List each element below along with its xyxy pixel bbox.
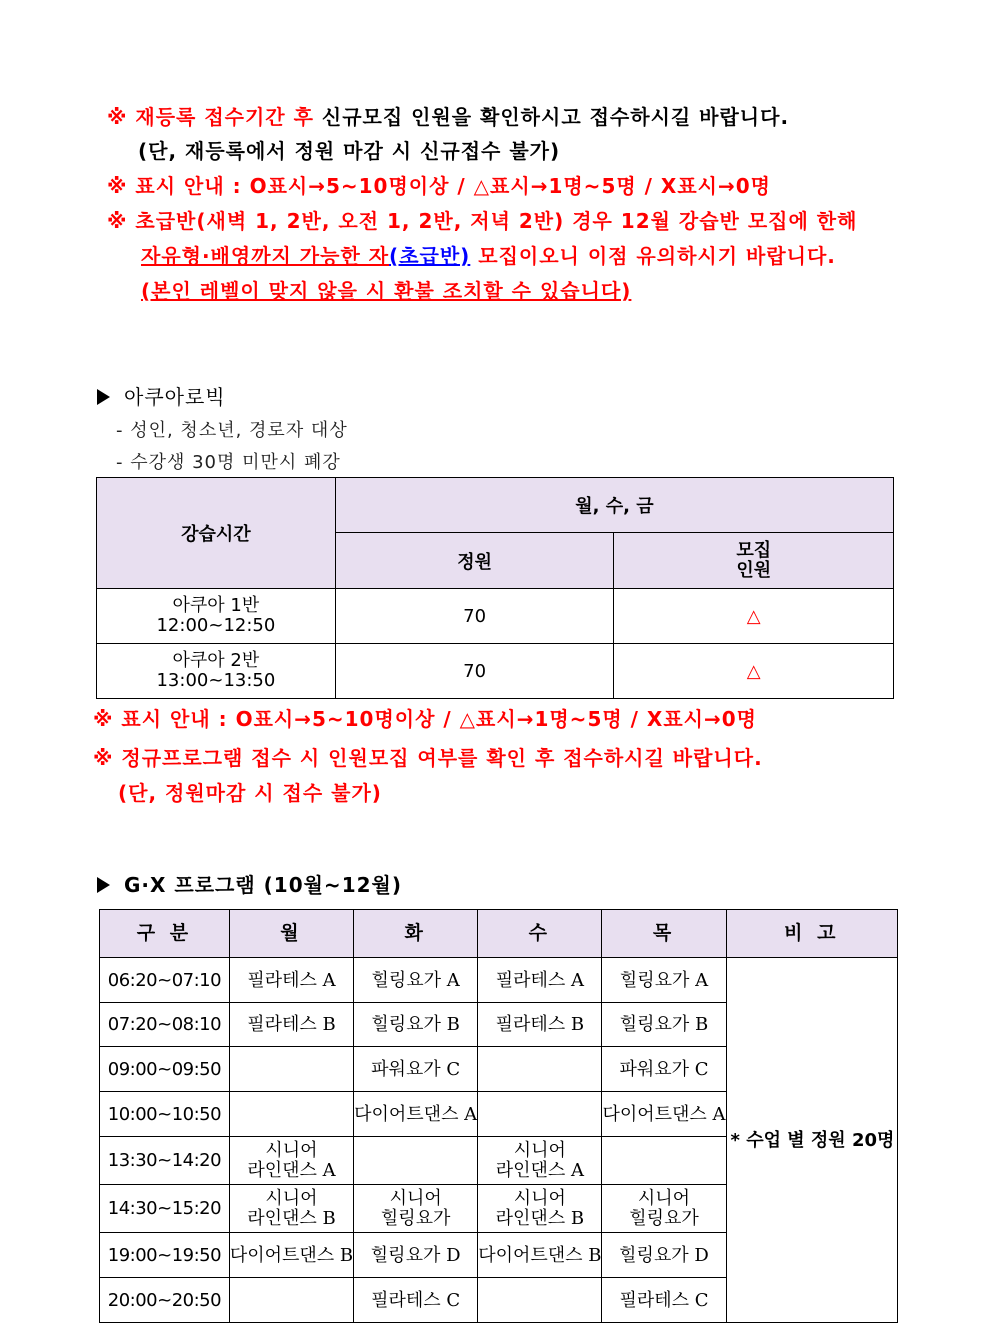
gx-header-mon: 월 — [229, 910, 353, 958]
gx-class-cell: 필라테스 C — [354, 1278, 478, 1323]
aqua-table — [96, 477, 894, 699]
gx-class-cell: 힐링요가 A — [602, 958, 726, 1003]
gx-class-cell: 필라테스 C — [602, 1278, 726, 1323]
gx-class-cell: 시니어 힐링요가 — [354, 1185, 478, 1233]
notice-line-1 — [107, 100, 789, 134]
gx-class-cell — [478, 1092, 602, 1137]
gx-class-cell: 힐링요가 A — [354, 958, 478, 1003]
gx-time-cell: 20:00~20:50 — [100, 1278, 230, 1323]
gx-section-title — [97, 869, 402, 898]
gx-class-cell — [478, 1278, 602, 1323]
aqua-notice-3: (단, 정원마감 시 접수 불가) — [118, 781, 382, 805]
gx-header-thu: 목 — [602, 910, 726, 958]
gx-class-cell: 힐링요가 D — [354, 1233, 478, 1278]
aqua-capacity: 70 — [335, 644, 614, 699]
aqua-status: △ — [614, 589, 894, 644]
aqua-title-text: 아쿠아로빅 — [124, 385, 226, 409]
gx-class-cell: 시니어 라인댄스 B — [478, 1185, 602, 1233]
gx-header-wed: 수 — [478, 910, 602, 958]
gx-class-cell: 파워요가 C — [354, 1047, 478, 1092]
aqua-class-time: 13:00~13:50 — [156, 670, 276, 691]
aqua-class-name: 아쿠아 1반 — [172, 595, 260, 616]
aqua-header-capacity: 정원 — [335, 533, 614, 589]
gx-class-cell: 시니어 라인댄스 A — [478, 1137, 602, 1185]
gx-class-cell: 시니어 힐링요가 — [602, 1185, 726, 1233]
notice-line-1-red: ※ 재등록 접수기간 후 — [107, 105, 314, 129]
table-row — [97, 644, 894, 699]
triangle-bullet-icon — [97, 389, 110, 405]
aqua-class-cell — [97, 589, 336, 644]
aqua-bullet-2: - 수강생 30명 미만시 폐강 — [116, 452, 341, 473]
gx-class-cell: 파워요가 C — [602, 1047, 726, 1092]
gx-time-cell: 07:20~08:10 — [100, 1003, 230, 1047]
gx-header-note: 비 고 — [726, 910, 897, 958]
gx-class-cell: 다이어트댄스 A — [354, 1092, 478, 1137]
gx-note-cell: * 수업 별 정원 20명 — [726, 958, 897, 1323]
gx-class-cell: 필라테스 B — [229, 1003, 353, 1047]
aqua-capacity: 70 — [335, 589, 614, 644]
triangle-bullet-icon — [97, 877, 110, 893]
gx-class-cell: 필라테스 A — [478, 958, 602, 1003]
table-row — [97, 589, 894, 644]
notice-line-5-b: (초급반) — [389, 244, 471, 268]
notice-line-3: ※ 표시 안내 : O표시→5~10명이상 / △표시→1명~5명 / X표시→0명 — [107, 174, 771, 198]
gx-class-cell — [354, 1137, 478, 1185]
aqua-section-title — [97, 381, 226, 410]
gx-class-cell: 다이어트댄스 B — [229, 1233, 353, 1278]
aqua-header-time: 강습시간 — [97, 478, 336, 589]
aqua-class-name: 아쿠아 2반 — [172, 650, 260, 671]
notice-line-1-black: 신규모집 인원을 확인하시고 접수하시길 바랍니다. — [321, 105, 790, 129]
aqua-class-cell — [97, 644, 336, 699]
aqua-class-time: 12:00~12:50 — [156, 615, 276, 636]
notice-line-6: (본인 레벨이 맞지 않을 시 환불 조치할 수 있습니다) — [141, 279, 632, 303]
aqua-bullet-1: - 성인, 청소년, 경로자 대상 — [116, 420, 348, 441]
gx-table — [99, 909, 898, 1323]
gx-header-tue: 화 — [354, 910, 478, 958]
gx-class-cell: 힐링요가 D — [602, 1233, 726, 1278]
gx-class-cell: 시니어 라인댄스 A — [229, 1137, 353, 1185]
aqua-status: △ — [614, 644, 894, 699]
notice-line-2: (단, 재등록에서 정원 마감 시 신규접수 불가) — [138, 139, 561, 163]
notice-line-4: ※ 초급반(새벽 1, 2반, 오전 1, 2반, 저녁 2반) 경우 12월 강습반 모집에 한해 — [107, 209, 858, 233]
gx-table-body — [100, 958, 898, 1323]
aqua-notice-2: ※ 정규프로그램 접수 시 인원모집 여부를 확인 후 접수하시길 바랍니다. — [93, 746, 763, 770]
notice-line-5-c: 모집이오니 이점 유의하시기 바랍니다. — [478, 244, 836, 268]
gx-time-cell: 19:00~19:50 — [100, 1233, 230, 1278]
gx-class-cell: 힐링요가 B — [602, 1003, 726, 1047]
gx-class-cell — [229, 1278, 353, 1323]
gx-class-cell — [602, 1137, 726, 1185]
notice-line-5-a: 자유형·배영까지 가능한 자 — [141, 244, 390, 268]
aqua-notice-1: ※ 표시 안내 : O표시→5~10명이상 / △표시→1명~5명 / X표시→0명 — [93, 707, 757, 731]
gx-time-cell: 14:30~15:20 — [100, 1185, 230, 1233]
aqua-header-recruit-2: 인원 — [736, 559, 772, 581]
gx-class-cell: 필라테스 B — [478, 1003, 602, 1047]
aqua-header-recruit — [614, 533, 894, 589]
gx-title-text: G·X 프로그램 (10월~12월) — [124, 873, 402, 897]
notice-line-5 — [141, 239, 836, 273]
gx-class-cell — [229, 1047, 353, 1092]
table-row — [100, 958, 898, 1003]
gx-header-category: 구 분 — [100, 910, 230, 958]
gx-time-cell: 09:00~09:50 — [100, 1047, 230, 1092]
gx-class-cell — [229, 1092, 353, 1137]
gx-time-cell: 06:20~07:10 — [100, 958, 230, 1003]
gx-class-cell: 다이어트댄스 A — [602, 1092, 726, 1137]
gx-class-cell: 힐링요가 B — [354, 1003, 478, 1047]
gx-class-cell: 다이어트댄스 B — [478, 1233, 602, 1278]
gx-time-cell: 13:30~14:20 — [100, 1137, 230, 1185]
aqua-header-recruit-1: 모집 — [736, 539, 772, 561]
aqua-header-days: 월, 수, 금 — [335, 478, 893, 533]
gx-class-cell: 시니어 라인댄스 B — [229, 1185, 353, 1233]
gx-time-cell: 10:00~10:50 — [100, 1092, 230, 1137]
gx-class-cell: 필라테스 A — [229, 958, 353, 1003]
gx-class-cell — [478, 1047, 602, 1092]
